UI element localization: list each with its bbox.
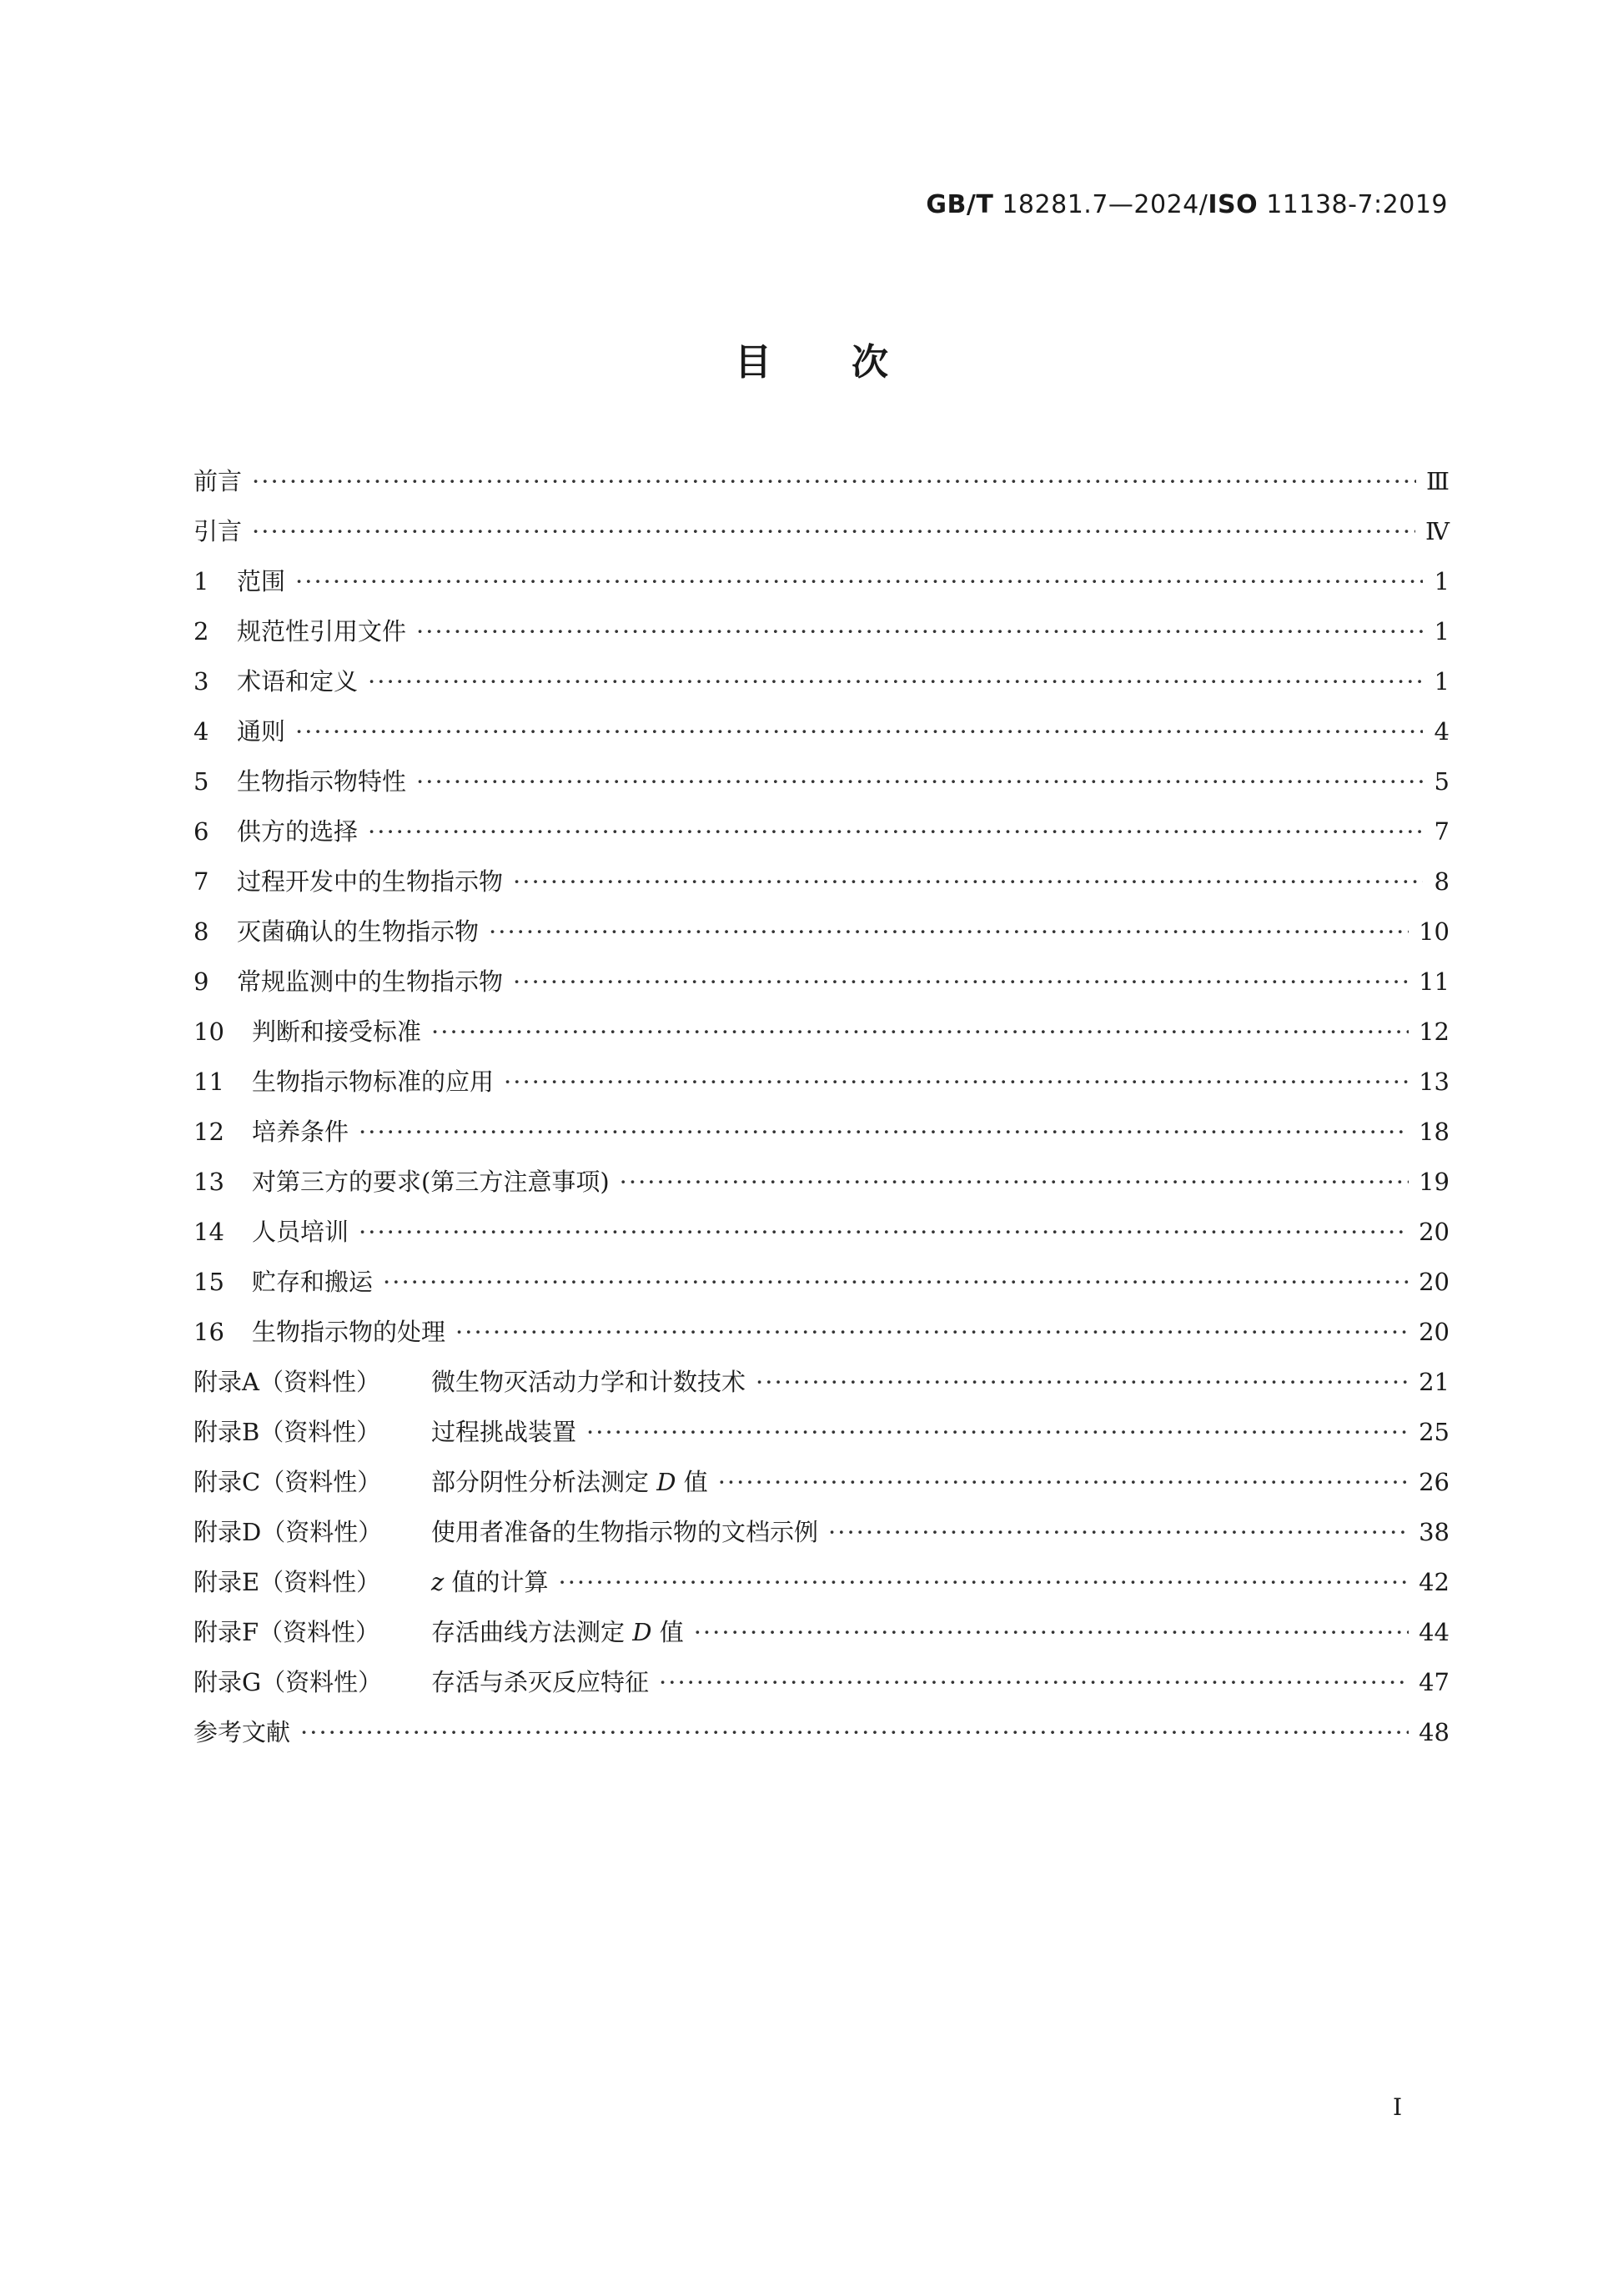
iso-number: 11138-7:2019 — [1258, 190, 1448, 219]
toc-entry-page: 11 — [1419, 967, 1450, 996]
toc-leader-dots — [694, 1618, 1409, 1646]
toc-entry-page: 19 — [1419, 1168, 1450, 1196]
toc-leader-dots — [359, 1218, 1409, 1246]
toc-entry-page: 18 — [1419, 1118, 1450, 1146]
toc-entry-label — [193, 713, 285, 747]
toc-entry-number: 6 — [193, 817, 209, 846]
toc-entry-title: 过程开发中的生物指示物 — [237, 867, 504, 896]
table-of-contents — [193, 463, 1450, 1764]
toc-entry-label — [193, 463, 242, 497]
toc-entry-label — [193, 613, 406, 647]
standard-code-prefix: GB/T — [926, 190, 994, 219]
toc-entry-title: 术语和定义 — [237, 667, 359, 696]
toc-entry-number: 3 — [193, 667, 209, 696]
toc-entry-number: 1 — [193, 567, 209, 595]
toc-entry-page: 21 — [1419, 1368, 1450, 1396]
toc-leader-dots — [252, 517, 1415, 545]
toc-entry-number: 16 — [193, 1318, 224, 1346]
toc-entry-title: 规范性引用文件 — [237, 617, 407, 646]
toc-entry-label — [193, 963, 503, 997]
toc-entry[interactable] — [193, 1063, 1450, 1113]
toc-entry-page: 12 — [1419, 1017, 1450, 1046]
toc-entry-label — [193, 1113, 349, 1148]
toc-entry-number: 9 — [193, 967, 209, 996]
toc-entry-title: 生物指示物标准的应用 — [252, 1068, 495, 1096]
toc-entry-label — [193, 663, 358, 697]
toc-entry[interactable] — [193, 813, 1450, 863]
toc-entry-page: 20 — [1419, 1318, 1450, 1346]
toc-entry-title: 生物指示物特性 — [237, 767, 407, 796]
toc-entry-number: 13 — [193, 1168, 224, 1196]
toc-leader-dots — [489, 917, 1409, 946]
toc-entry-title: 判断和接受标准 — [252, 1017, 422, 1046]
toc-entry[interactable] — [193, 1414, 1450, 1464]
toc-entry-label — [193, 913, 479, 947]
toc-entry-number: 5 — [193, 767, 209, 796]
toc-entry-label — [193, 1264, 373, 1298]
toc-entry-page: 26 — [1419, 1468, 1450, 1496]
toc-leader-dots — [756, 1368, 1409, 1396]
toc-leader-dots — [295, 717, 1423, 746]
toc-entry[interactable] — [193, 1614, 1450, 1664]
toc-entry[interactable] — [193, 913, 1450, 963]
toc-leader-dots — [718, 1468, 1409, 1496]
toc-leader-dots — [620, 1168, 1409, 1196]
toc-entry-title: z 值的计算 — [431, 1568, 549, 1596]
toc-entry-page: 8 — [1434, 867, 1450, 896]
toc-entry-page: 38 — [1419, 1518, 1450, 1546]
toc-entry-title: 供方的选择 — [237, 817, 359, 846]
toc-entry[interactable] — [193, 613, 1450, 663]
toc-entry[interactable] — [193, 863, 1450, 913]
toc-entry-number: 附录G（资料性） — [193, 1668, 383, 1696]
toc-entry-page: 20 — [1419, 1218, 1450, 1246]
toc-entry-page: 48 — [1419, 1718, 1450, 1746]
toc-entry-title: 存活与杀灭反应特征 — [431, 1668, 650, 1696]
toc-leader-dots — [828, 1518, 1409, 1546]
toc-entry-number: 附录C（资料性） — [193, 1468, 382, 1496]
toc-entry-number: 附录A（资料性） — [193, 1368, 380, 1396]
toc-entry-number: 附录D（资料性） — [193, 1518, 383, 1546]
toc-entry-label — [193, 513, 242, 547]
toc-entry-label — [193, 1564, 549, 1598]
toc-entry-title: 贮存和搬运 — [252, 1268, 374, 1296]
toc-entry[interactable] — [193, 1264, 1450, 1314]
toc-entry-label — [193, 1213, 349, 1248]
toc-entry[interactable] — [193, 513, 1450, 563]
toc-leader-dots — [383, 1268, 1409, 1296]
toc-entry-title: 生物指示物的处理 — [252, 1318, 446, 1346]
toc-entry-label — [193, 563, 285, 597]
toc-leader-dots — [504, 1068, 1409, 1096]
page-number: I — [1392, 2093, 1402, 2121]
toc-entry-page: 20 — [1419, 1268, 1450, 1296]
toc-entry-page: 10 — [1419, 917, 1450, 946]
toc-entry-number: 4 — [193, 717, 209, 746]
toc-entry-title: 过程挑战装置 — [431, 1418, 577, 1446]
toc-entry-title: 存活曲线方法测定 D 值 — [431, 1618, 684, 1646]
toc-entry[interactable] — [193, 1664, 1450, 1714]
toc-entry-page: 4 — [1434, 717, 1450, 746]
toc-entry-page: 25 — [1419, 1418, 1450, 1446]
toc-leader-dots — [416, 617, 1423, 646]
page-title: 目次 — [735, 341, 968, 384]
standard-code — [926, 190, 1448, 219]
toc-entry[interactable] — [193, 963, 1450, 1013]
toc-entry-label — [193, 1514, 818, 1548]
toc-entry[interactable] — [193, 1364, 1450, 1414]
toc-entry-title: 范围 — [237, 567, 286, 595]
toc-entry-number: 15 — [193, 1268, 224, 1296]
toc-entry-title: 部分阴性分析法测定 D 值 — [431, 1468, 708, 1496]
toc-entry-page: 1 — [1434, 667, 1450, 696]
toc-entry-title: 使用者准备的生物指示物的文档示例 — [431, 1518, 819, 1546]
toc-entry[interactable] — [193, 763, 1450, 813]
toc-leader-dots — [455, 1318, 1409, 1346]
toc-entry[interactable] — [193, 1714, 1450, 1764]
toc-entry-number: 7 — [193, 867, 209, 896]
toc-entry-number: 8 — [193, 917, 209, 946]
toc-entry-page: Ⅳ — [1425, 517, 1450, 545]
toc-entry-label — [193, 1063, 494, 1098]
toc-entry-label — [193, 863, 503, 897]
toc-leader-dots — [586, 1418, 1409, 1446]
toc-entry-number: 14 — [193, 1218, 224, 1246]
toc-entry-number: 附录F（资料性） — [193, 1618, 380, 1646]
toc-entry[interactable] — [193, 1213, 1450, 1264]
toc-entry[interactable] — [193, 1013, 1450, 1063]
toc-entry-label — [193, 1464, 708, 1498]
toc-entry[interactable] — [193, 1514, 1450, 1564]
toc-leader-dots — [252, 467, 1416, 495]
toc-entry-title: 参考文献 — [193, 1718, 291, 1746]
toc-leader-dots — [659, 1668, 1409, 1696]
toc-entry-page: 1 — [1434, 617, 1450, 646]
toc-leader-dots — [368, 817, 1423, 846]
toc-entry-page: 7 — [1434, 817, 1450, 846]
toc-entry-label — [193, 813, 358, 847]
toc-entry-page: 5 — [1434, 767, 1450, 796]
toc-entry-title: 微生物灭活动力学和计数技术 — [431, 1368, 746, 1396]
standard-code-number: 18281.7—2024/ — [993, 190, 1208, 219]
toc-entry-title: 常规监测中的生物指示物 — [237, 967, 504, 996]
toc-leader-dots — [559, 1568, 1409, 1596]
toc-entry-page: Ⅲ — [1426, 467, 1450, 495]
toc-entry-number: 附录B（资料性） — [193, 1418, 381, 1446]
toc-entry-page: 42 — [1419, 1568, 1450, 1596]
toc-entry[interactable] — [193, 713, 1450, 763]
toc-entry-title: 灭菌确认的生物指示物 — [237, 917, 480, 946]
toc-entry-number: 11 — [193, 1068, 224, 1096]
toc-entry[interactable] — [193, 1564, 1450, 1614]
toc-entry-title: 对第三方的要求(第三方注意事项) — [252, 1168, 610, 1196]
toc-entry-title: 前言 — [193, 467, 243, 495]
toc-entry[interactable] — [193, 1163, 1450, 1213]
toc-entry[interactable] — [193, 1464, 1450, 1514]
toc-entry-label — [193, 1013, 421, 1048]
toc-entry-title: 培养条件 — [252, 1118, 349, 1146]
toc-entry-title: 引言 — [193, 517, 243, 545]
toc-entry-label — [193, 1314, 445, 1348]
toc-entry-label — [193, 1664, 649, 1698]
toc-entry[interactable] — [193, 563, 1450, 613]
toc-entry-page: 44 — [1419, 1618, 1450, 1646]
toc-entry-title: 人员培训 — [252, 1218, 349, 1246]
toc-entry-page: 13 — [1419, 1068, 1450, 1096]
toc-entry-label — [193, 1414, 576, 1448]
toc-entry-label — [193, 1163, 610, 1198]
toc-leader-dots — [416, 767, 1423, 796]
toc-entry-label — [193, 1714, 290, 1748]
toc-entry-number: 2 — [193, 617, 209, 646]
toc-leader-dots — [368, 667, 1423, 696]
toc-entry-number: 10 — [193, 1017, 224, 1046]
toc-entry-number: 12 — [193, 1118, 224, 1146]
toc-leader-dots — [300, 1718, 1409, 1746]
toc-leader-dots — [513, 867, 1423, 896]
toc-leader-dots — [431, 1017, 1409, 1046]
toc-entry-title: 通则 — [237, 717, 286, 746]
toc-entry-label — [193, 1364, 746, 1398]
toc-entry-page: 47 — [1419, 1668, 1450, 1696]
toc-entry[interactable] — [193, 1314, 1450, 1364]
toc-entry-number: 附录E（资料性） — [193, 1568, 381, 1596]
toc-entry-label — [193, 763, 406, 797]
toc-entry[interactable] — [193, 663, 1450, 713]
toc-leader-dots — [359, 1118, 1409, 1146]
toc-leader-dots — [513, 967, 1409, 996]
toc-leader-dots — [295, 567, 1423, 595]
toc-entry-page: 1 — [1434, 567, 1450, 595]
toc-entry-label — [193, 1614, 684, 1648]
iso-prefix: ISO — [1208, 190, 1259, 219]
toc-entry[interactable] — [193, 463, 1450, 513]
toc-entry[interactable] — [193, 1113, 1450, 1163]
